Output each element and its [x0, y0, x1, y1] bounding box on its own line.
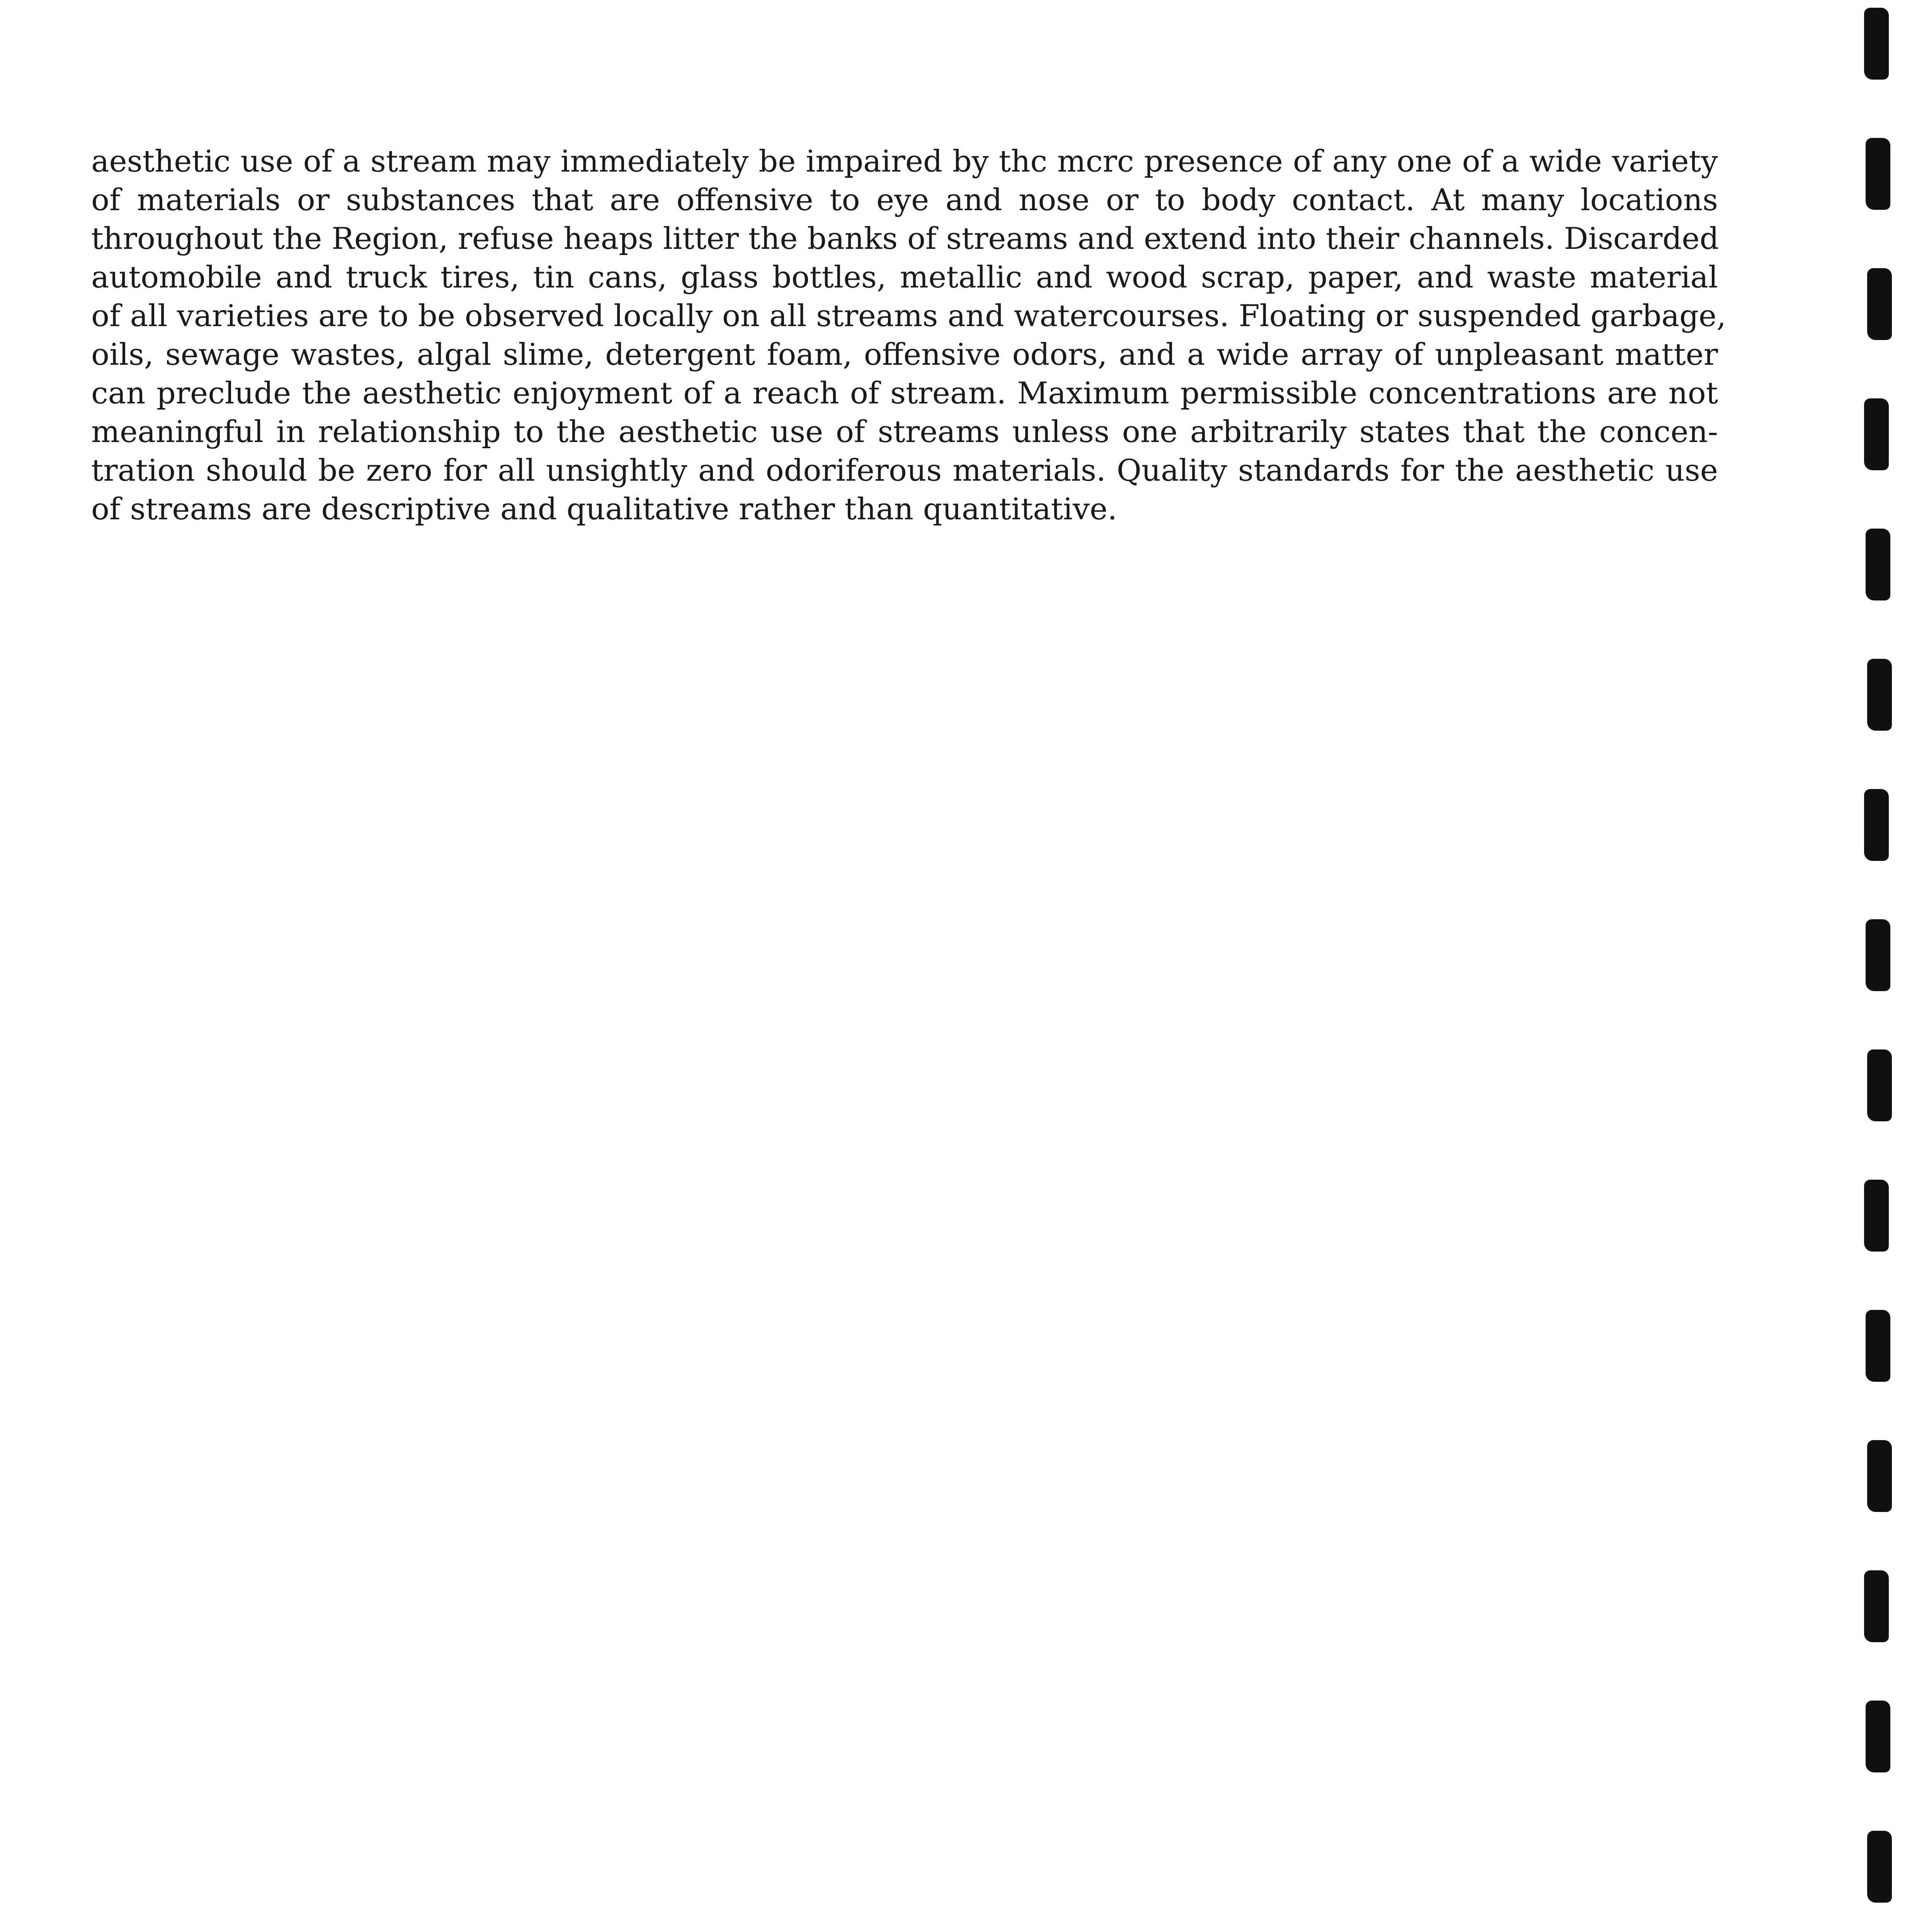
binding-hole	[1864, 1570, 1889, 1642]
paragraph-line: automobile and truck tires, tin cans, glass bottles, metallic and wood scrap, paper, and waste material	[91, 260, 1718, 295]
binding-hole	[1867, 268, 1892, 340]
binding-hole	[1866, 138, 1890, 210]
paragraph-line: of materials or substances that are offensive to eye and nose or to body contact. At many locations	[91, 183, 1718, 218]
paragraph-line: meaningful in relationship to the aesthetic use of streams unless one arbitrarily states that the concen-	[91, 415, 1718, 449]
binding-hole	[1867, 659, 1892, 731]
binding-hole	[1867, 1049, 1892, 1121]
paragraph-line: of all varieties are to be observed locally on all streams and watercourses. Floating or suspended garbage,	[91, 299, 1726, 333]
body-paragraph	[91, 142, 1726, 529]
binding-holes	[1864, 0, 1903, 1932]
binding-hole	[1866, 1310, 1890, 1382]
binding-hole	[1864, 1180, 1889, 1252]
binding-hole	[1867, 1440, 1892, 1512]
binding-hole	[1864, 8, 1889, 80]
binding-hole	[1866, 919, 1890, 991]
binding-hole	[1864, 789, 1889, 861]
binding-hole	[1867, 1831, 1892, 1903]
paragraph-line: aesthetic use of a stream may immediately be impaired by thc mcrc presence of any one of a wide variety	[91, 144, 1718, 179]
binding-hole	[1866, 1701, 1890, 1772]
binding-hole	[1866, 529, 1890, 600]
paragraph-line: tration should be zero for all unsightly and odoriferous materials. Quality standards for the aesthetic use	[91, 453, 1718, 488]
paragraph-line: throughout the Region, refuse heaps litter the banks of streams and extend into their channels. Discarded	[91, 221, 1719, 256]
paragraph-line: can preclude the aesthetic enjoyment of a reach of stream. Maximum permissible concentrations are not	[91, 376, 1718, 411]
paragraph-line: oils, sewage wastes, algal slime, detergent foam, offensive odors, and a wide array of unpleasant matter	[91, 337, 1718, 372]
binding-hole	[1864, 398, 1889, 470]
paragraph-line: of streams are descriptive and qualitative rather than quantitative.	[91, 492, 1118, 527]
